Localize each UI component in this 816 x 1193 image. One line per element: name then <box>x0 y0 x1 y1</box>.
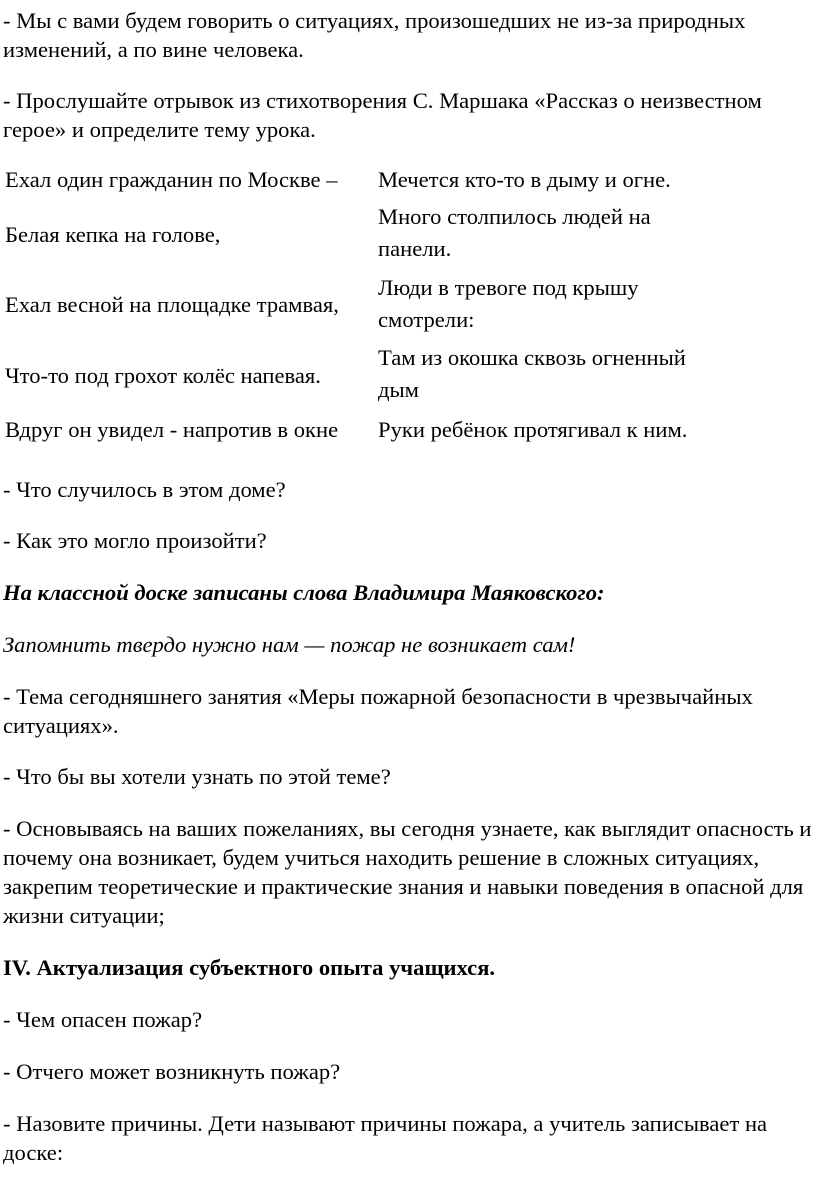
poem-right-line-4: Там из окошка сквозь огненный дым <box>378 345 686 402</box>
intro-paragraph-2: - Прослушайте отрывок из стихотворения С. Маршака «Рассказ о неизвестном герое» и определите тему урока. <box>3 88 762 142</box>
poem-right-line-5: Руки ребёнок протягивал к ним. <box>378 417 688 442</box>
poem-left-line-5: Вдруг он увидел - напротив в окне <box>5 417 339 442</box>
lesson-topic: - Тема сегодняшнего занятия «Меры пожарной безопасности в чрезвычайных ситуациях». <box>3 684 753 738</box>
poem-right-line-3: Люди в тревоге под крышу смотрели: <box>378 275 639 332</box>
section-heading: IV. Актуализация субъектного опыта учащихся. <box>3 955 496 980</box>
poem-right-line-1: Мечется кто-то в дыму и огне. <box>378 167 671 192</box>
explanation-paragraph: - Основываясь на ваших пожеланиях, вы сегодня узнаете, как выглядит опасность и почему она возникает, будем учиться находить решение в сложных ситуациях, закрепим теоретические и практические знания и навыки поведения в опасной для жизни ситуации; <box>3 816 812 928</box>
question-fire-danger: - Чем опасен пожар? <box>3 1007 203 1032</box>
intro-paragraph-1: - Мы с вами будем говорить о ситуациях, произошедших не из-за природных изменений, а по вине человека. <box>3 8 746 62</box>
poem-left-line-4: Что-то под грохот колёс напевая. <box>5 363 321 388</box>
poem-right-line-2: Много столпилось людей на панели. <box>378 204 651 261</box>
question-what-to-learn: - Что бы вы хотели узнать по этой теме? <box>3 764 391 789</box>
question-fire-cause: - Отчего может возникнуть пожар? <box>3 1059 341 1084</box>
poem-left-line-1: Ехал один гражданин по Москве – <box>5 167 338 192</box>
question-name-causes: - Назовите причины. Дети называют причины пожара, а учитель записывает на доске: <box>3 1111 768 1165</box>
poem-left-line-2: Белая кепка на голове, <box>5 222 221 247</box>
board-heading: На классной доске записаны слова Владимира Маяковского: <box>3 580 605 605</box>
poem-left-line-3: Ехал весной на площадке трамвая, <box>5 292 339 317</box>
question-what-happened: - Что случилось в этом доме? <box>3 477 286 502</box>
question-how-could-happen: - Как это могло произойти? <box>3 528 267 553</box>
board-quote: Запомнить твердо нужно нам — пожар не возникает сам! <box>3 632 576 657</box>
